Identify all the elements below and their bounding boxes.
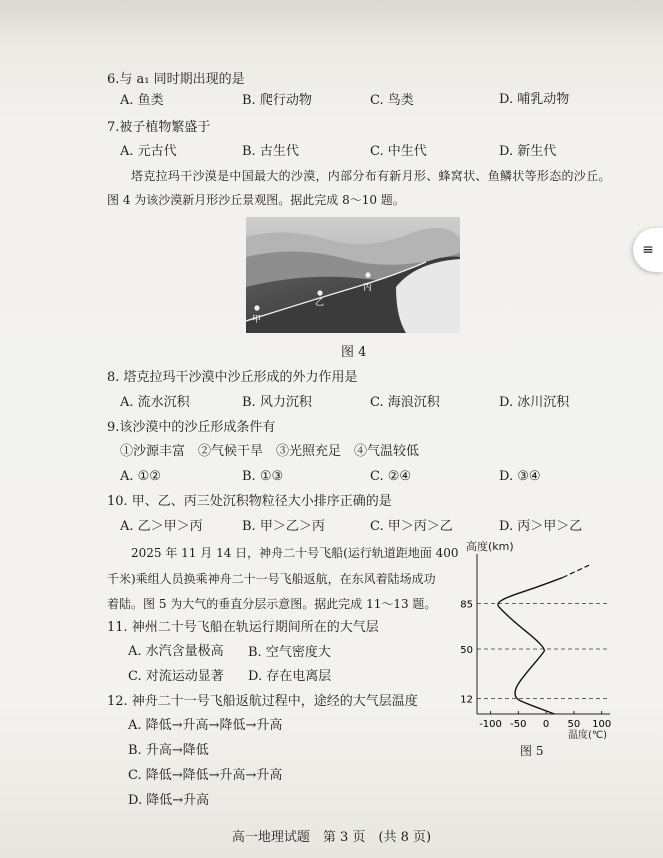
x-tick-label: -100: [479, 719, 502, 730]
q8-option-d: D. 冰川沉积: [499, 395, 570, 410]
q7-option-c: C. 中生代: [370, 144, 427, 159]
menu-tab-button[interactable]: [633, 228, 663, 272]
label-yi: 乙: [315, 298, 325, 308]
menu-icon: ≡: [642, 242, 654, 258]
temperature-curve-extension: [563, 565, 591, 578]
page-footer: 高一地理试题 第 3 页 (共 8 页): [231, 830, 432, 845]
q8-stem: 8. 塔克拉玛干沙漠中沙丘形成的外力作用是: [107, 370, 358, 385]
passage2-line2: 千米)乘组人员换乘神舟二十一号飞船返航，在东风着陆场成功: [107, 572, 436, 586]
x-tick-label: 0: [542, 719, 550, 730]
x-tick-label: -50: [510, 719, 527, 730]
q12-stem: 12. 神舟二十一号飞船返航过程中，途经的大气层温度: [107, 694, 418, 709]
q11-stem: 11. 神州二十号飞船在轨运行期间所在的大气层: [107, 620, 379, 635]
x-tick-label: 100: [592, 719, 612, 730]
y-tick-label: 12: [460, 694, 473, 706]
q6-option-b: B. 爬行动物: [242, 93, 312, 108]
q7-stem: 7.被子植物繁盛于: [107, 120, 211, 135]
point-jia-marker: [254, 305, 259, 310]
q9-conditions: ①沙源丰富 ②气候干旱 ③光照充足 ④气温较低: [120, 444, 420, 459]
q10-option-d: D. 丙＞甲＞乙: [499, 519, 583, 534]
q8-option-b: B. 风力沉积: [242, 395, 312, 410]
temperature-curve: [498, 578, 563, 715]
x-tick-label: 50: [567, 719, 581, 730]
q10-stem: 10. 甲、乙、丙三处沉积物粒径大小排序正确的是: [107, 494, 392, 509]
point-yi-marker: [317, 290, 322, 295]
y-tick-label: 50: [460, 645, 473, 656]
label-bing: 丙: [363, 283, 373, 293]
passage1-line1: 塔克拉玛干沙漠是中国最大的沙漠，内部分布有新月形、蜂窝状、鱼鳞状等形态的沙丘。: [131, 169, 611, 183]
q7-option-b: B. 古生代: [242, 144, 299, 159]
q6-option-d: D. 哺乳动物: [499, 92, 570, 107]
point-bing-marker: [365, 272, 370, 277]
q9-stem: 9.该沙漠中的沙丘形成条件有: [107, 420, 276, 435]
figure5-caption: 图 5: [520, 744, 544, 758]
q10-option-a: A. 乙＞甲＞丙: [120, 519, 203, 534]
q12-option-d: D. 降低→升高: [128, 793, 210, 808]
x-axis-label: 温度(℃): [568, 730, 608, 741]
q7-option-a: A. 元古代: [120, 144, 177, 159]
y-axis-label: 高度(km): [466, 540, 514, 553]
q8-option-a: A. 流水沉积: [120, 395, 190, 410]
passage2-line3: 着陆。图 5 为大气的垂直分层示意图。据此完成 11～13 题。: [107, 597, 437, 611]
q6-option-c: C. 鸟类: [370, 93, 414, 108]
q6-option-a: A. 鱼类: [120, 93, 164, 108]
q7-option-d: D. 新生代: [499, 144, 557, 159]
q9-option-d: D. ③④: [499, 469, 541, 484]
q11-option-c: C. 对流运动显著: [128, 669, 224, 684]
q12-option-b: B. 升高→降低: [128, 743, 209, 758]
q10-option-b: B. 甲＞乙＞丙: [242, 519, 325, 534]
passage1-line2: 图 4 为该沙漠新月形沙丘景观图。据此完成 8～10 题。: [107, 193, 405, 207]
figure4-caption: 图 4: [341, 345, 367, 360]
q12-option-c: C. 降低→降低→升高→升高: [128, 768, 283, 783]
q11-option-b: B. 空气密度大: [248, 645, 331, 660]
q11-option-a: A. 水汽含量极高: [128, 644, 224, 659]
q8-option-c: C. 海浪沉积: [370, 395, 440, 410]
y-tick-label: 85: [460, 599, 473, 611]
passage2-line1: 2025 年 11 月 14 日，神舟二十号飞船(运行轨道距地面 400: [131, 546, 459, 560]
figure5-atmosphere-chart: [440, 538, 620, 760]
q9-option-b: B. ①③: [242, 469, 284, 484]
q10-option-c: C. 甲＞丙＞乙: [370, 519, 453, 534]
label-jia: 甲: [252, 315, 262, 325]
q11-option-d: D. 存在电离层: [248, 669, 332, 684]
q12-option-a: A. 降低→升高→降低→升高: [128, 718, 283, 733]
q9-option-c: C. ②④: [370, 469, 412, 484]
q6-stem: 6.与 a₁ 同时期出现的是: [107, 72, 245, 87]
q9-option-a: A. ①②: [120, 469, 161, 484]
figure4-dune-photo: [246, 217, 460, 333]
